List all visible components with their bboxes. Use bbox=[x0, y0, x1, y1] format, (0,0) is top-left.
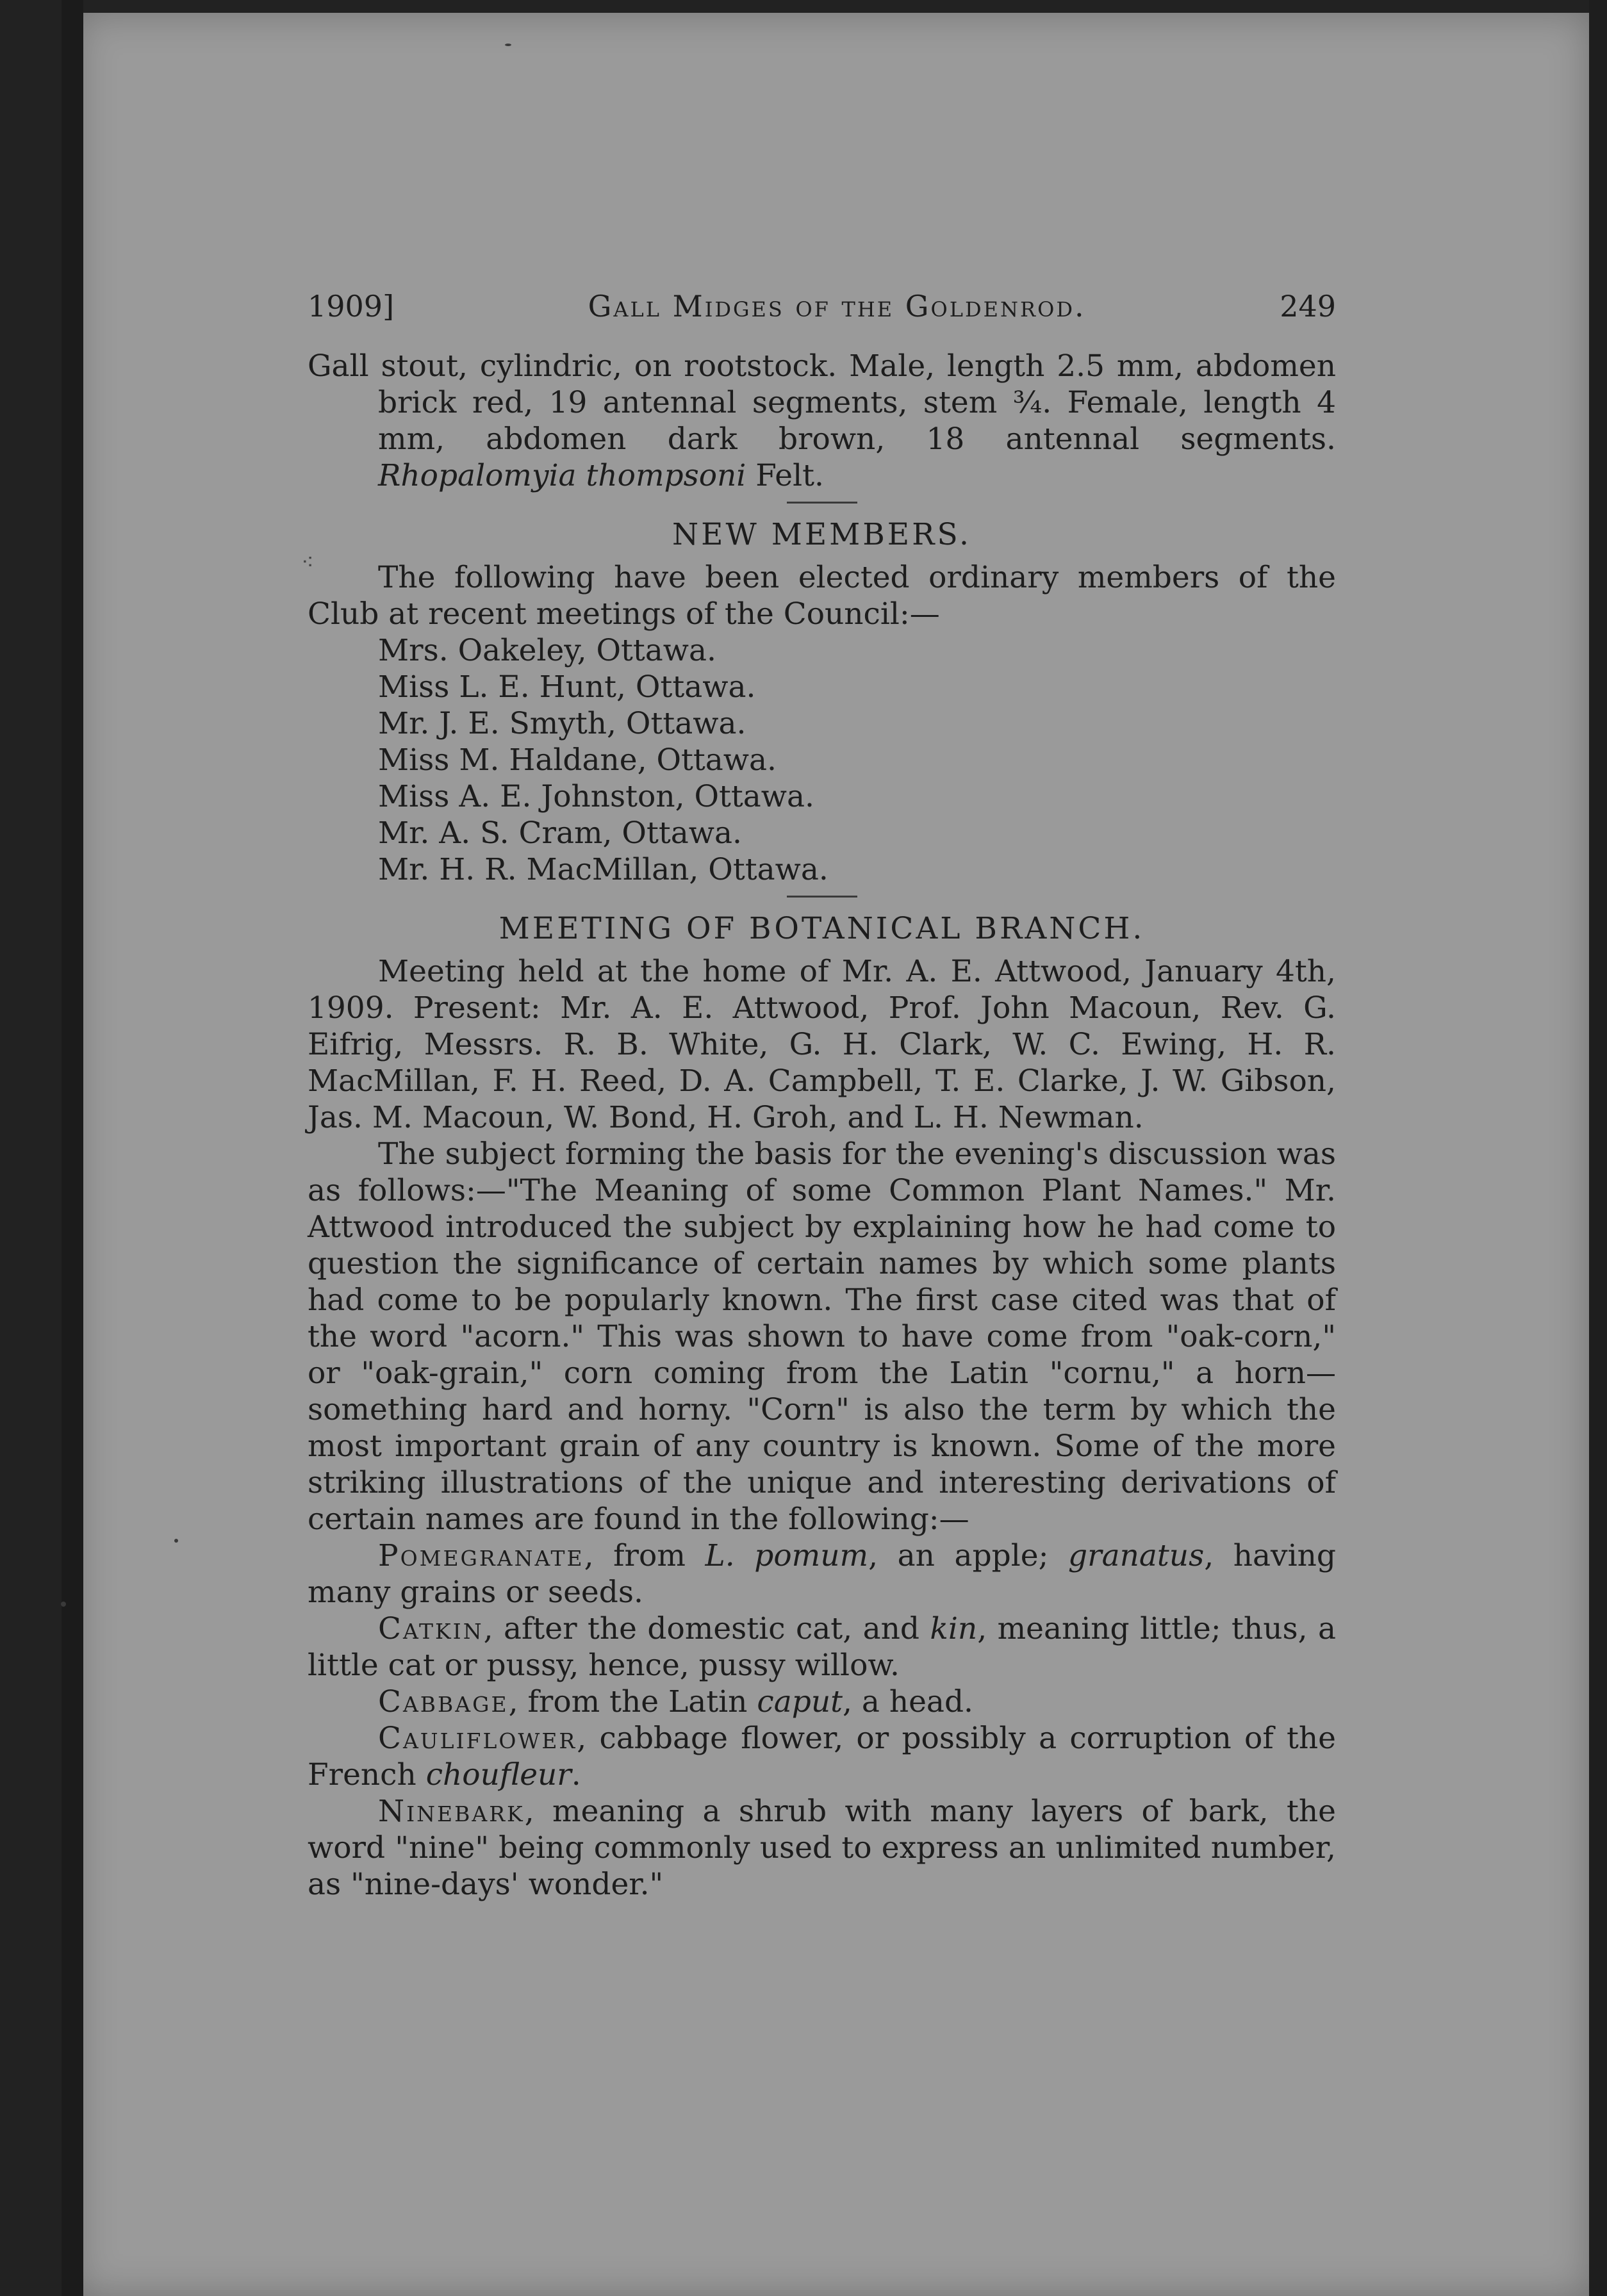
speck bbox=[505, 44, 511, 46]
term-catkin: Catkin bbox=[378, 1611, 484, 1646]
list-item: Mrs. Oakeley, Ottawa. bbox=[378, 633, 716, 668]
member-list bbox=[308, 632, 1336, 888]
list-item: Miss L. E. Hunt, Ottawa. bbox=[378, 669, 756, 705]
running-head bbox=[308, 288, 1336, 325]
list-item: Miss A. E. Johnston, Ottawa. bbox=[378, 779, 814, 814]
entry-cauliflower bbox=[308, 1720, 1336, 1793]
entry-italic: caput bbox=[757, 1684, 843, 1719]
document-page bbox=[308, 288, 1336, 1903]
page-number: 249 bbox=[1280, 289, 1336, 324]
speck bbox=[174, 1539, 178, 1543]
entry-ninebark bbox=[308, 1793, 1336, 1903]
list-item: Mr. H. R. MacMillan, Ottawa. bbox=[378, 852, 828, 887]
new-members-intro: The following have been elected ordinary members of the Club at recent meetings of the Council:— bbox=[308, 560, 1336, 632]
discussion-paragraph: The subject forming the basis for the evening's discussion was as follows:—"The Meaning of some Common Plant Names." Mr. Attwood introduced the subject by explaining how he had come to question the significance of certain names by which some plants had come to be popularly known. The first case cited was that of the word "acorn." This was shown to have come from "oak-corn," or "oak-grain," corn coming from the Latin "cornu," a horn—something hard and horny. "Corn" is also the term by which the most important grain of any country is known. Some of the more striking illustrations of the unique and interesting derivations of certain names are found in the following:— bbox=[308, 1136, 1336, 1537]
margin-mark: ⁖ bbox=[301, 550, 314, 575]
entry-cabbage bbox=[308, 1684, 1336, 1720]
term-pomegranate: Pomegranate bbox=[378, 1538, 584, 1573]
gall-species: Rhopalomyia thompsoni bbox=[378, 458, 746, 493]
entry-text: , having many grains or seeds. bbox=[308, 1538, 1336, 1610]
entry-italic: granatus bbox=[1068, 1538, 1205, 1573]
entry-text: , from bbox=[584, 1538, 705, 1573]
gall-author: Felt. bbox=[746, 458, 824, 493]
entry-text: , a head. bbox=[843, 1684, 973, 1719]
botanical-heading: MEETING OF BOTANICAL BRANCH. bbox=[499, 911, 1145, 946]
entry-text: , meaning little; thus, a little cat or pussy, hence, pussy willow. bbox=[308, 1611, 1336, 1683]
running-head-year: 1909] bbox=[308, 289, 395, 324]
running-head-title: Gall Midges of the Goldenrod. bbox=[588, 289, 1086, 324]
section-rule bbox=[787, 502, 857, 504]
entry-text: , an apple; bbox=[868, 1538, 1069, 1573]
entry-text: , meaning a shrub with many layers of bark, the word "nine" being commonly used to express an unlimited number, as "nine-days' wonder." bbox=[308, 1794, 1336, 1902]
gall-entry-text: Gall stout, cylindric, on rootstock. Male, length 2.5 mm, abdomen brick red, 19 antennal segments, stem ¾. Female, length 4 mm, abdomen dark brown, 18 antennal segments. bbox=[308, 348, 1336, 457]
new-members-heading: NEW MEMBERS. bbox=[672, 517, 971, 552]
entry-text: , from the Latin bbox=[508, 1684, 757, 1719]
list-item: Mr. J. E. Smyth, Ottawa. bbox=[378, 706, 746, 741]
speck bbox=[61, 1602, 66, 1607]
list-item: Mr. A. S. Cram, Ottawa. bbox=[378, 816, 742, 851]
binding-edge-left bbox=[62, 0, 83, 2296]
entry-italic: kin bbox=[930, 1611, 978, 1646]
binding-edge-right bbox=[1589, 0, 1607, 2296]
list-item: Miss M. Haldane, Ottawa. bbox=[378, 742, 777, 778]
entry-text: . bbox=[571, 1757, 581, 1792]
term-cabbage: Cabbage bbox=[378, 1684, 509, 1719]
entry-text: , cabbage flower, or possibly a corruption of the French bbox=[308, 1721, 1336, 1792]
term-ninebark: Ninebark bbox=[378, 1794, 525, 1829]
entry-pomegranate bbox=[308, 1538, 1336, 1611]
entry-text: , after the domestic cat, and bbox=[483, 1611, 930, 1646]
section-rule bbox=[787, 896, 857, 898]
entry-italic: L. pomum bbox=[705, 1538, 869, 1573]
entry-catkin bbox=[308, 1611, 1336, 1684]
entry-italic: choufleur bbox=[425, 1757, 572, 1792]
term-cauliflower: Cauliflower bbox=[378, 1721, 577, 1756]
meeting-paragraph: Meeting held at the home of Mr. A. E. Attwood, January 4th, 1909. Present: Mr. A. E. Attwood, Prof. John Macoun, Rev. G. Eifrig, Messrs. R. B. White, G. H. Clark, W. C. Ewing, H. R. MacMillan, F. H. Reed, D. A. Campbell, T. E. Clarke, J. W. Gibson, Jas. M. Macoun, W. Bond, H. Groh, and L. H. Newman. bbox=[308, 954, 1336, 1135]
gall-entry bbox=[308, 348, 1336, 494]
